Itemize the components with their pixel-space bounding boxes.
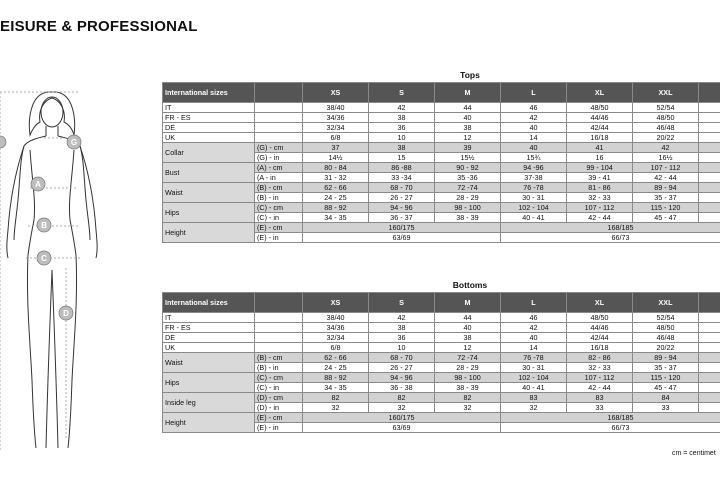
value-cell: 81 - 86 xyxy=(567,183,633,193)
unit-cell xyxy=(255,343,303,353)
value-cell: 44 xyxy=(435,313,501,323)
page-title: EISURE & PROFESSIONAL xyxy=(0,18,198,35)
value-cell: 24 - 25 xyxy=(303,193,369,203)
value-cell: 14 xyxy=(501,133,567,143)
tops-table-title: Tops xyxy=(460,70,480,80)
row-label: FR - ES xyxy=(163,323,255,333)
value-cell: 88 - 92 xyxy=(303,203,369,213)
unit-cell xyxy=(255,323,303,333)
unit-cell xyxy=(255,113,303,123)
value-cell: 38/40 xyxy=(303,103,369,113)
value-cell: 48/50 xyxy=(567,313,633,323)
value-cell: 42 - 44 xyxy=(633,173,699,183)
row-label: UK xyxy=(163,133,255,143)
figure-hair xyxy=(29,92,74,135)
height-value-small: 63/69 xyxy=(303,233,501,243)
value-cell: 46/48 xyxy=(633,123,699,133)
value-cell: 42 - 44 xyxy=(567,383,633,393)
unit-cell: (G) - cm xyxy=(255,143,303,153)
unit-cell xyxy=(255,133,303,143)
overflow-cell xyxy=(699,183,720,193)
row-label: IT xyxy=(163,103,255,113)
value-cell: 42 - 44 xyxy=(567,213,633,223)
tops-size-table xyxy=(162,82,720,243)
value-cell: 80 - 84 xyxy=(303,163,369,173)
value-cell: 35 - 37 xyxy=(633,363,699,373)
value-cell: 89 - 94 xyxy=(633,183,699,193)
value-cell: 36 xyxy=(369,333,435,343)
value-cell: 32 xyxy=(303,403,369,413)
header-label: International sizes xyxy=(163,83,255,103)
value-cell: 10 xyxy=(369,343,435,353)
value-cell: 16 xyxy=(567,153,633,163)
table-row xyxy=(163,113,720,123)
value-cell: 34 - 35 xyxy=(303,213,369,223)
value-cell: 12 xyxy=(435,133,501,143)
size-header: XS xyxy=(303,83,369,103)
height-value-large: 168/185 xyxy=(501,413,720,423)
value-cell: 107 - 112 xyxy=(567,203,633,213)
value-cell: 38 xyxy=(369,113,435,123)
value-cell: 42 xyxy=(501,323,567,333)
value-cell: 6/8 xyxy=(303,133,369,143)
value-cell: 42 xyxy=(501,113,567,123)
value-cell: 37-38 xyxy=(501,173,567,183)
size-header: XL xyxy=(567,293,633,313)
unit-cell: (C) - in xyxy=(255,383,303,393)
value-cell: 33 -34 xyxy=(369,173,435,183)
value-cell: 42/44 xyxy=(567,123,633,133)
value-cell: 89 - 94 xyxy=(633,353,699,363)
value-cell: 94 - 96 xyxy=(369,373,435,383)
value-cell: 82 xyxy=(435,393,501,403)
overflow-cell xyxy=(699,383,720,393)
unit-cell: (G) - in xyxy=(255,153,303,163)
value-cell: 48/50 xyxy=(567,103,633,113)
value-cell: 28 - 29 xyxy=(435,363,501,373)
measure-label: Hips xyxy=(163,373,255,393)
value-cell: 38 xyxy=(369,323,435,333)
value-cell: 115 - 120 xyxy=(633,203,699,213)
height-value-small: 63/69 xyxy=(303,423,501,433)
value-cell: 68 - 70 xyxy=(369,353,435,363)
table-row xyxy=(163,223,720,233)
unit-cell xyxy=(255,313,303,323)
row-label: DE xyxy=(163,333,255,343)
value-cell: 82 xyxy=(303,393,369,403)
value-cell: 86 -88 xyxy=(369,163,435,173)
measure-label: Hips xyxy=(163,203,255,223)
value-cell: 102 - 104 xyxy=(501,373,567,383)
table-row xyxy=(163,343,720,353)
value-cell: 33 xyxy=(633,403,699,413)
table-row xyxy=(163,143,720,153)
value-cell: 94 -96 xyxy=(501,163,567,173)
value-cell: 37 xyxy=(303,143,369,153)
measure-label: Waist xyxy=(163,353,255,373)
value-cell: 36 xyxy=(369,123,435,133)
value-cell: 40 xyxy=(501,143,567,153)
unit-cell: (C) - cm xyxy=(255,373,303,383)
height-value-small: 160/175 xyxy=(303,413,501,423)
header-row xyxy=(163,83,720,103)
value-cell: 35 -36 xyxy=(435,173,501,183)
unit-cell: (D) - in xyxy=(255,403,303,413)
value-cell: 42 xyxy=(369,103,435,113)
size-header: S xyxy=(369,293,435,313)
value-cell: 32 - 33 xyxy=(567,193,633,203)
marker-b-label: B xyxy=(41,221,47,230)
marker-e-partial-icon xyxy=(0,136,6,148)
overflow-cell xyxy=(699,333,720,343)
value-cell: 107 - 112 xyxy=(633,163,699,173)
body-figure-illustration xyxy=(0,80,130,460)
value-cell: 14 xyxy=(501,343,567,353)
marker-c-label: C xyxy=(41,254,47,263)
table-row xyxy=(163,413,720,423)
header-unit-spacer xyxy=(255,83,303,103)
table-row xyxy=(163,203,720,213)
size-header: XL xyxy=(567,83,633,103)
overflow-cell xyxy=(699,133,720,143)
marker-g-label: G xyxy=(70,138,78,147)
value-cell: 34/36 xyxy=(303,113,369,123)
bottoms-table-title: Bottoms xyxy=(452,280,488,290)
unit-cell: (C) - cm xyxy=(255,203,303,213)
unit-cell: (D) - cm xyxy=(255,393,303,403)
header-unit-spacer xyxy=(255,293,303,313)
value-cell: 107 - 112 xyxy=(567,373,633,383)
value-cell: 32/34 xyxy=(303,333,369,343)
overflow-cell xyxy=(699,143,720,153)
value-cell: 90 - 92 xyxy=(435,163,501,173)
figure-legs xyxy=(27,255,76,448)
overflow-cell xyxy=(699,193,720,203)
table-row xyxy=(163,163,720,173)
value-cell: 42 xyxy=(369,313,435,323)
unit-cell: (E) - in xyxy=(255,233,303,243)
table-row xyxy=(163,353,720,363)
value-cell: 38 xyxy=(435,333,501,343)
value-cell: 40 - 41 xyxy=(501,213,567,223)
header-label: International sizes xyxy=(163,293,255,313)
table-row xyxy=(163,313,720,323)
value-cell: 20/22 xyxy=(633,133,699,143)
value-cell: 30 - 31 xyxy=(501,193,567,203)
value-cell: 14½ xyxy=(303,153,369,163)
overflow-cell xyxy=(699,353,720,363)
value-cell: 88 - 92 xyxy=(303,373,369,383)
unit-cell: (E) - in xyxy=(255,423,303,433)
value-cell: 10 xyxy=(369,133,435,143)
size-header: S xyxy=(369,83,435,103)
value-cell: 40 xyxy=(501,333,567,343)
value-cell: 52/54 xyxy=(633,313,699,323)
value-cell: 38 xyxy=(435,123,501,133)
unit-cell: (B) - cm xyxy=(255,353,303,363)
value-cell: 94 - 96 xyxy=(369,203,435,213)
value-cell: 40 xyxy=(435,323,501,333)
overflow-cell xyxy=(699,153,720,163)
value-cell: 82 xyxy=(369,393,435,403)
value-cell: 45 - 47 xyxy=(633,213,699,223)
unit-cell xyxy=(255,103,303,113)
value-cell: 39 - 41 xyxy=(567,173,633,183)
size-header: M xyxy=(435,83,501,103)
value-cell: 44/46 xyxy=(567,323,633,333)
table-row xyxy=(163,133,720,143)
value-cell: 32/34 xyxy=(303,123,369,133)
value-cell: 16/18 xyxy=(567,133,633,143)
value-cell: 38 xyxy=(369,143,435,153)
table-row xyxy=(163,393,720,403)
value-cell: 15¾ xyxy=(501,153,567,163)
unit-cell: (B) - in xyxy=(255,193,303,203)
value-cell: 115 - 120 xyxy=(633,373,699,383)
overflow-cell xyxy=(699,173,720,183)
unit-cell: (E) - cm xyxy=(255,223,303,233)
row-label: IT xyxy=(163,313,255,323)
overflow-cell xyxy=(699,203,720,213)
value-cell: 44/46 xyxy=(567,113,633,123)
value-cell: 39 xyxy=(435,143,501,153)
unit-cell: (C) - in xyxy=(255,213,303,223)
value-cell: 12 xyxy=(435,343,501,353)
table-row xyxy=(163,333,720,343)
value-cell: 15½ xyxy=(435,153,501,163)
value-cell: 41 xyxy=(567,143,633,153)
size-header: M xyxy=(435,293,501,313)
value-cell: 26 - 27 xyxy=(369,193,435,203)
unit-cell: (E) - cm xyxy=(255,413,303,423)
value-cell: 38 - 39 xyxy=(435,383,501,393)
measure-label: Bust xyxy=(163,163,255,183)
value-cell: 84 xyxy=(633,393,699,403)
value-cell: 40 xyxy=(435,113,501,123)
value-cell: 76 -78 xyxy=(501,353,567,363)
row-label: UK xyxy=(163,343,255,353)
value-cell: 35 - 37 xyxy=(633,193,699,203)
value-cell: 76 -78 xyxy=(501,183,567,193)
overflow-cell xyxy=(699,313,720,323)
value-cell: 98 - 100 xyxy=(435,203,501,213)
height-label: Height xyxy=(163,223,255,243)
marker-d-label: D xyxy=(63,309,69,318)
value-cell: 32 - 33 xyxy=(567,363,633,373)
overflow-cell xyxy=(699,163,720,173)
measure-label: Inside leg xyxy=(163,393,255,413)
size-header: XS xyxy=(303,293,369,313)
size-header: XXL xyxy=(633,293,699,313)
value-cell: 52/54 xyxy=(633,103,699,113)
value-cell: 15 xyxy=(369,153,435,163)
overflow-cell xyxy=(699,323,720,333)
unit-cell xyxy=(255,333,303,343)
figure-head xyxy=(41,97,63,127)
value-cell: 46 xyxy=(501,313,567,323)
value-cell: 46 xyxy=(501,103,567,113)
value-cell: 33 xyxy=(567,403,633,413)
table-row xyxy=(163,123,720,133)
value-cell: 20/22 xyxy=(633,343,699,353)
height-label: Height xyxy=(163,413,255,433)
value-cell: 62 - 66 xyxy=(303,353,369,363)
table-row xyxy=(163,103,720,113)
value-cell: 102 - 104 xyxy=(501,203,567,213)
value-cell: 32 xyxy=(435,403,501,413)
value-cell: 48/50 xyxy=(633,113,699,123)
value-cell: 32 xyxy=(501,403,567,413)
size-header: L xyxy=(501,293,567,313)
value-cell: 83 xyxy=(501,393,567,403)
value-cell: 31 - 32 xyxy=(303,173,369,183)
row-label: DE xyxy=(163,123,255,133)
unit-cell: (A) - cm xyxy=(255,163,303,173)
value-cell: 44 xyxy=(435,103,501,113)
unit-cell xyxy=(255,123,303,133)
footnote: cm = centimet xyxy=(672,450,716,457)
value-cell: 46/48 xyxy=(633,333,699,343)
table-row xyxy=(163,373,720,383)
value-cell: 32 xyxy=(369,403,435,413)
height-value-large: 66/73 xyxy=(501,423,720,433)
row-label: FR - ES xyxy=(163,113,255,123)
measure-label: Waist xyxy=(163,183,255,203)
value-cell: 26 - 27 xyxy=(369,363,435,373)
height-value-small: 160/175 xyxy=(303,223,501,233)
value-cell: 38/40 xyxy=(303,313,369,323)
size-header: L xyxy=(501,83,567,103)
overflow-cell xyxy=(699,213,720,223)
value-cell: 42/44 xyxy=(567,333,633,343)
height-value-large: 168/185 xyxy=(501,223,720,233)
value-cell: 16½ xyxy=(633,153,699,163)
overflow-cell xyxy=(699,363,720,373)
table-row xyxy=(163,323,720,333)
unit-cell: (B) - in xyxy=(255,363,303,373)
value-cell: 82 - 86 xyxy=(567,353,633,363)
value-cell: 68 - 70 xyxy=(369,183,435,193)
measure-label: Collar xyxy=(163,143,255,163)
bottoms-size-table xyxy=(162,292,720,433)
overflow-cell xyxy=(699,403,720,413)
value-cell: 36 - 38 xyxy=(369,383,435,393)
value-cell: 42 xyxy=(633,143,699,153)
overflow-cell xyxy=(699,103,720,113)
header-row xyxy=(163,293,720,313)
size-header: XXL xyxy=(633,83,699,103)
value-cell: 83 xyxy=(567,393,633,403)
value-cell: 40 - 41 xyxy=(501,383,567,393)
value-cell: 48/50 xyxy=(633,323,699,333)
value-cell: 6/8 xyxy=(303,343,369,353)
value-cell: 34/36 xyxy=(303,323,369,333)
value-cell: 72 -74 xyxy=(435,183,501,193)
overflow-cell xyxy=(699,113,720,123)
value-cell: 99 - 104 xyxy=(567,163,633,173)
value-cell: 36 - 37 xyxy=(369,213,435,223)
table-row xyxy=(163,183,720,193)
unit-cell: (B) - cm xyxy=(255,183,303,193)
value-cell: 24 - 25 xyxy=(303,363,369,373)
value-cell: 62 - 66 xyxy=(303,183,369,193)
overflow-cell xyxy=(699,373,720,383)
value-cell: 38 - 39 xyxy=(435,213,501,223)
value-cell: 40 xyxy=(501,123,567,133)
value-cell: 34 - 35 xyxy=(303,383,369,393)
overflow-cell xyxy=(699,343,720,353)
overflow-cell xyxy=(699,393,720,403)
value-cell: 98 - 100 xyxy=(435,373,501,383)
value-cell: 16/18 xyxy=(567,343,633,353)
marker-a-label: A xyxy=(35,180,41,189)
unit-cell: (A - in xyxy=(255,173,303,183)
value-cell: 28 - 29 xyxy=(435,193,501,203)
header-overflow xyxy=(699,83,720,103)
value-cell: 30 - 31 xyxy=(501,363,567,373)
value-cell: 45 - 47 xyxy=(633,383,699,393)
overflow-cell xyxy=(699,123,720,133)
value-cell: 72 -74 xyxy=(435,353,501,363)
height-value-large: 66/73 xyxy=(501,233,720,243)
header-overflow xyxy=(699,293,720,313)
